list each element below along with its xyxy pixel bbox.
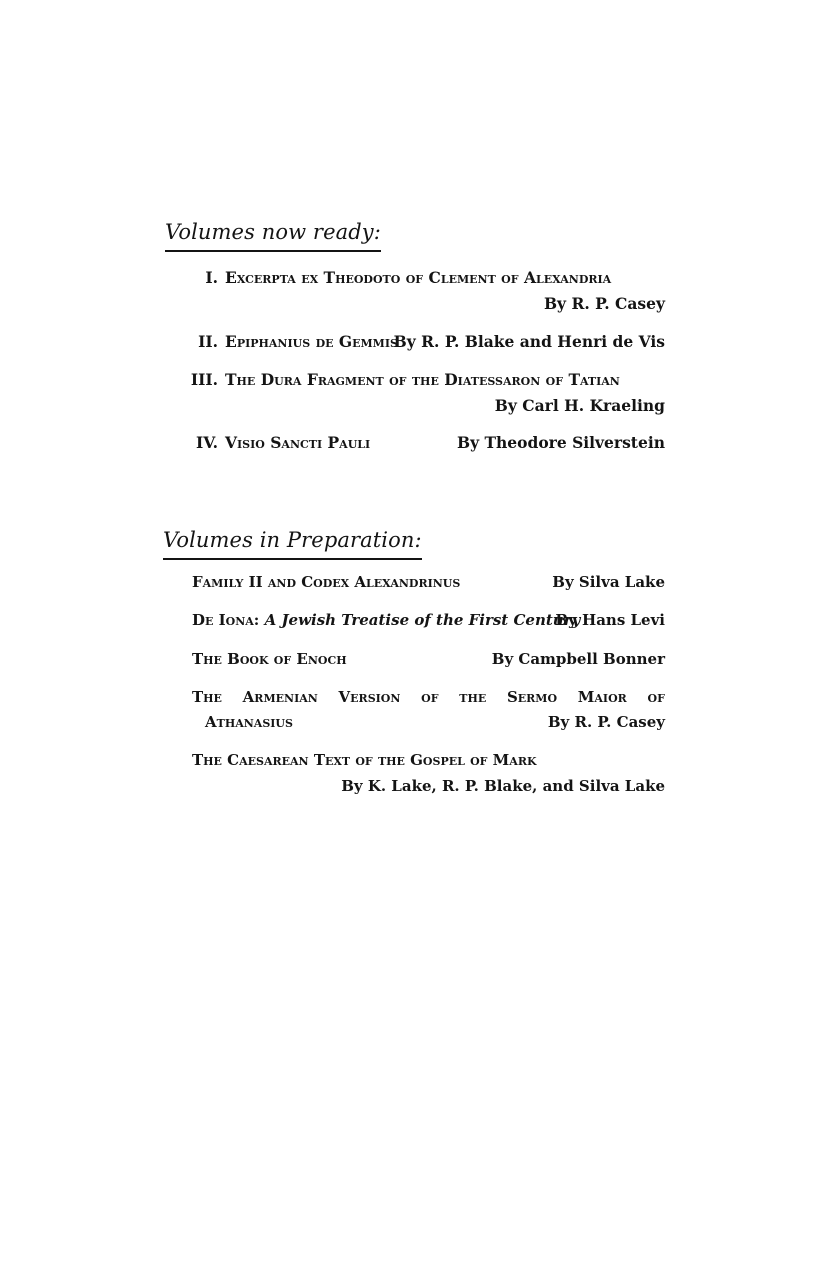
item-number: II. bbox=[198, 332, 218, 351]
item-author: By R. P. Casey bbox=[543, 294, 665, 313]
item-author: By Carl H. Kraeling bbox=[494, 396, 665, 415]
heading-volumes-ready bbox=[165, 220, 381, 244]
title-word: of bbox=[421, 688, 439, 706]
title-word: Sermo bbox=[506, 688, 558, 706]
list-item bbox=[0, 750, 830, 800]
list-item bbox=[0, 610, 830, 632]
item-title bbox=[192, 610, 580, 630]
list-item bbox=[0, 572, 830, 594]
list-item bbox=[0, 332, 830, 354]
heading-volumes-preparation bbox=[163, 528, 422, 552]
item-title: Epiphanius de Gemmis bbox=[225, 332, 398, 351]
title-word: Maior bbox=[577, 688, 627, 706]
item-title: The Dura Fragment of the Diatessaron of Tatian bbox=[225, 370, 620, 389]
title-word: Version bbox=[338, 688, 401, 706]
list-item bbox=[0, 433, 830, 455]
item-title: The Book of Enoch bbox=[192, 650, 347, 668]
heading-underline bbox=[165, 250, 381, 253]
item-author: By K. Lake, R. P. Blake, and Silva Lake bbox=[341, 777, 665, 795]
item-title-continued: Athanasius bbox=[205, 713, 293, 731]
title-word: of bbox=[647, 688, 665, 706]
list-item bbox=[0, 268, 830, 318]
title-word: the bbox=[459, 688, 487, 706]
title-word: The bbox=[192, 688, 222, 706]
item-author: By Theodore Silverstein bbox=[456, 433, 665, 452]
item-author: By R. P. Blake and Henri de Vis bbox=[393, 332, 665, 351]
item-author: By R. P. Casey bbox=[547, 713, 665, 731]
item-title: The Caesarean Text of the Gospel of Mark bbox=[192, 751, 537, 769]
item-author: By Campbell Bonner bbox=[491, 650, 665, 668]
item-title-line bbox=[192, 687, 665, 707]
list-item bbox=[0, 687, 830, 737]
item-title: Family II and Codex Alexandrinus bbox=[192, 573, 461, 591]
item-title-main: De Iona: bbox=[192, 611, 260, 629]
heading-text: Volumes in Preparation: bbox=[163, 528, 422, 552]
item-title: Excerpta ex Theodoto of Clement of Alexandria bbox=[225, 268, 612, 287]
heading-text: Volumes now ready: bbox=[165, 220, 381, 244]
list-item bbox=[0, 370, 830, 420]
item-author: By Silva Lake bbox=[552, 573, 665, 591]
heading-underline bbox=[163, 558, 422, 561]
item-number: I. bbox=[205, 268, 218, 287]
item-author: By Hans Levi bbox=[555, 611, 665, 629]
item-subtitle: A Jewish Treatise of the First Century bbox=[264, 611, 581, 629]
title-word: Armenian bbox=[242, 688, 318, 706]
item-title: Visio Sancti Pauli bbox=[225, 433, 371, 452]
list-item bbox=[0, 649, 830, 671]
item-number: IV. bbox=[196, 433, 218, 452]
item-number: III. bbox=[190, 370, 218, 389]
